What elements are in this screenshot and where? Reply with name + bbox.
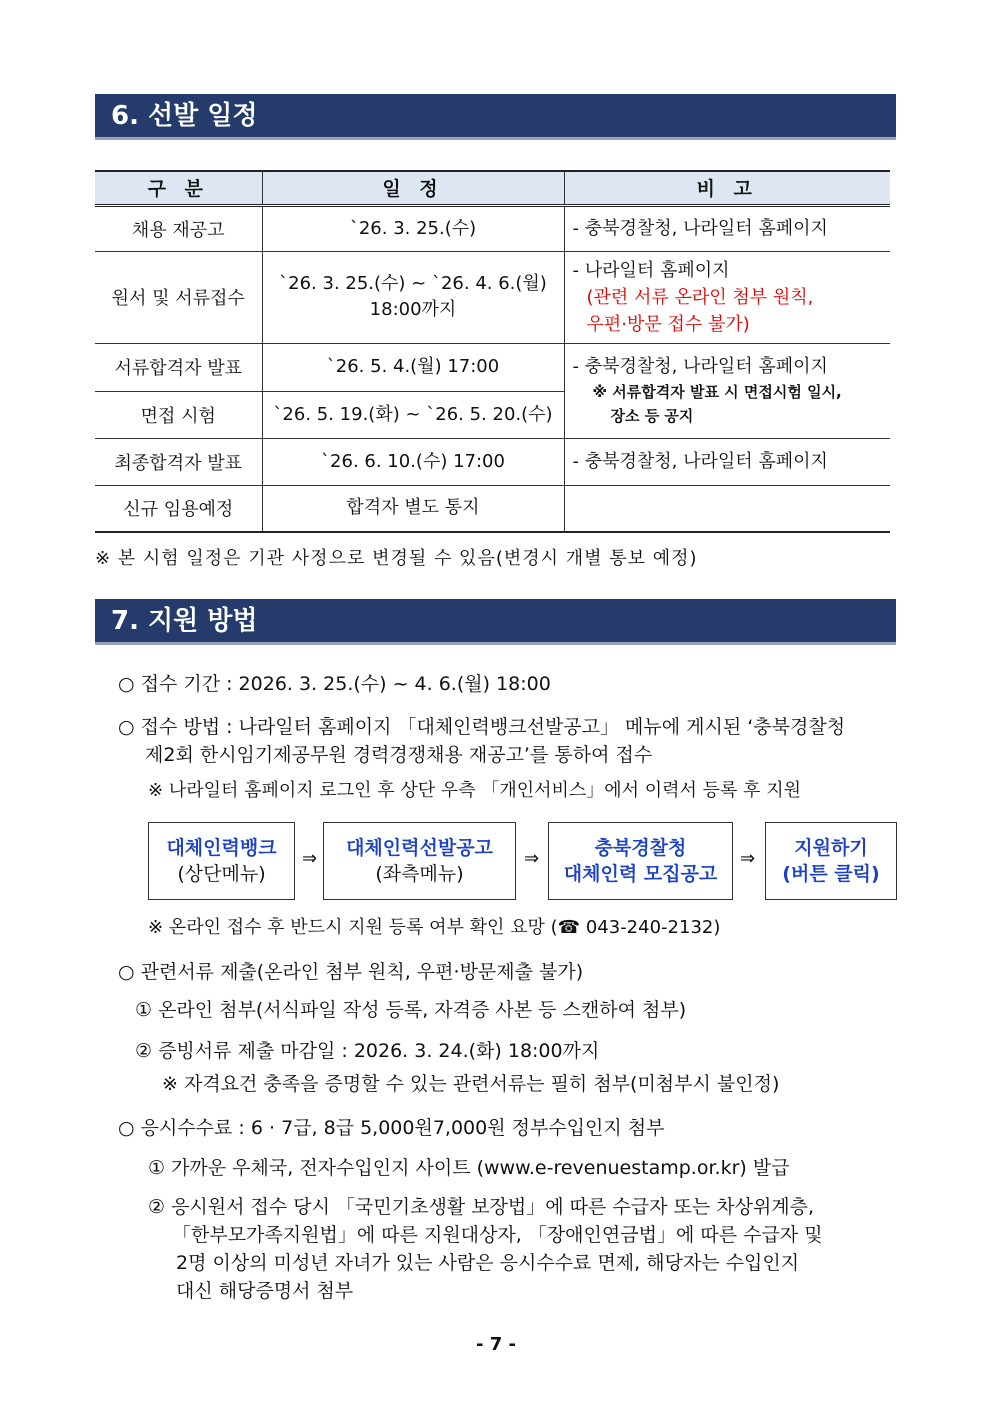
fee-item-1: ① 가까운 우체국, 전자수입인지 사이트 (www.e-revenuestamp.or.kr) 발급 bbox=[148, 1157, 790, 1179]
flow-step-recruitment-notice bbox=[548, 822, 733, 900]
row-label: 최종합격자 발표 bbox=[95, 438, 262, 485]
flow-step-sub: 대체인력 모집공고 bbox=[563, 863, 718, 885]
documents-title: ○ 관련서류 제출(온라인 첨부 원칙, 우편·방문제출 불가) bbox=[118, 961, 584, 983]
flow-step-main: 대체인력선발공고 bbox=[346, 837, 493, 859]
table-row bbox=[95, 251, 890, 343]
documents-item-2: ② 증빙서류 제출 마감일 : 2026. 3. 24.(화) 18:00까지 bbox=[135, 1040, 600, 1062]
fee-item-2-line4: 대신 해당증명서 첨부 bbox=[176, 1280, 354, 1302]
flow-step-main: 대체인력뱅크 bbox=[166, 837, 277, 859]
table-row bbox=[95, 205, 890, 251]
table-header-row bbox=[95, 171, 890, 205]
flow-step-selection-notice bbox=[323, 822, 516, 900]
row-label: 채용 재공고 bbox=[95, 205, 262, 251]
flow-arrow-icon: ⇒ bbox=[524, 848, 540, 869]
row-note bbox=[564, 251, 890, 343]
application-period: ○ 접수 기간 : 2026. 3. 25.(수) ~ 4. 6.(월) 18:00 bbox=[118, 673, 551, 695]
row-note-line: 장소 등 공지 bbox=[610, 407, 694, 425]
fee-item-2-line3: 2명 이상의 미성년 자녀가 있는 사람은 응시수수료 면제, 해당자는 수입인지 bbox=[176, 1252, 800, 1274]
flow-step-main: 지원하기 bbox=[794, 837, 868, 859]
row-note bbox=[564, 343, 890, 438]
row-date: 합격자 별도 통지 bbox=[262, 485, 564, 532]
section-6-header bbox=[95, 94, 896, 140]
section-7-title: 7. 지원 방법 bbox=[111, 606, 258, 636]
fee-item-2-line2: 「한부모가족지원법」에 따른 지원대상자, 「장애인연금법」에 따른 수급자 및 bbox=[172, 1224, 823, 1246]
documents-note: ※ 자격요건 충족을 증명할 수 있는 관련서류는 필히 첨부(미첨부시 불인정) bbox=[162, 1073, 780, 1095]
row-note: - 충북경찰청, 나라일터 홈페이지 bbox=[564, 438, 890, 485]
row-date: `26. 3. 25.(수) bbox=[262, 205, 564, 251]
online-confirmation-note: ※ 온라인 접수 후 반드시 지원 등록 여부 확인 요망 (☎ 043-240-2132) bbox=[148, 917, 721, 938]
section-6-title: 6. 선발 일정 bbox=[111, 101, 258, 131]
column-header: 구 분 bbox=[95, 171, 262, 205]
flow-step-substitute-bank bbox=[148, 822, 295, 900]
table-row bbox=[95, 438, 890, 485]
row-label: 신규 임용예정 bbox=[95, 485, 262, 532]
row-note-line: (관련 서류 온라인 첨부 원칙, bbox=[586, 286, 814, 308]
row-date-line: 18:00까지 bbox=[369, 299, 457, 320]
table-row bbox=[95, 485, 890, 532]
row-date: `26. 5. 4.(월) 17:00 bbox=[262, 343, 564, 391]
schedule-table bbox=[95, 170, 890, 533]
table-row bbox=[95, 343, 890, 391]
page-number: - 7 - bbox=[476, 1334, 516, 1355]
row-note bbox=[564, 485, 890, 532]
row-date: `26. 5. 19.(화) ~ `26. 5. 20.(수) bbox=[262, 391, 564, 438]
row-label: 서류합격자 발표 bbox=[95, 343, 262, 391]
fee-title: ○ 응시수수료 : 6 · 7급, 8급 5,000원7,000원 정부수입인지 첨부 bbox=[118, 1117, 665, 1139]
row-label: 원서 및 서류접수 bbox=[95, 251, 262, 343]
row-note: - 충북경찰청, 나라일터 홈페이지 bbox=[564, 205, 890, 251]
row-note-line: - 충북경찰청, 나라일터 홈페이지 bbox=[572, 356, 828, 377]
flow-step-apply-button bbox=[765, 822, 897, 900]
flow-arrow-icon: ⇒ bbox=[302, 848, 318, 869]
fee-item-2-line1: ② 응시원서 접수 당시 「국민기초생활 보장법」에 따른 수급자 또는 차상위계층, bbox=[148, 1196, 815, 1218]
flow-step-sub: (버튼 클릭) bbox=[782, 863, 880, 885]
row-date-line: `26. 3. 25.(수) ~ `26. 4. 6.(월) bbox=[279, 273, 547, 294]
row-date: `26. 6. 10.(수) 17:00 bbox=[262, 438, 564, 485]
application-method-line1: ○ 접수 방법 : 나라일터 홈페이지 「대체인력뱅크선발공고」 메뉴에 게시된 ‘충북경찰청 bbox=[118, 716, 846, 738]
column-header: 일 정 bbox=[262, 171, 564, 205]
row-note-line: ※ 서류합격자 발표 시 면접시험 일시, bbox=[592, 383, 842, 401]
documents-item-1: ① 온라인 첨부(서식파일 작성 등록, 자격증 사본 등 스캔하여 첨부) bbox=[135, 999, 687, 1021]
row-note-line: - 나라일터 홈페이지 bbox=[572, 259, 730, 281]
schedule-footnote: ※ 본 시험 일정은 기관 사정으로 변경될 수 있음(변경시 개별 통보 예정) bbox=[95, 548, 698, 569]
application-method-line2: 제2회 한시임기제공무원 경력경쟁채용 재공고’를 통하여 접수 bbox=[145, 744, 653, 766]
flow-step-main: 충북경찰청 bbox=[594, 837, 687, 859]
flow-step-sub: (상단메뉴) bbox=[177, 863, 266, 885]
row-note-line: 우편·방문 접수 불가) bbox=[586, 313, 750, 335]
flow-step-sub: (좌측메뉴) bbox=[375, 863, 464, 885]
flow-arrow-icon: ⇒ bbox=[740, 848, 756, 869]
application-method-note: ※ 나라일터 홈페이지 로그인 후 상단 우측 「개인서비스」에서 이력서 등록 후 지원 bbox=[148, 780, 802, 801]
row-label: 면접 시험 bbox=[95, 391, 262, 438]
section-7-header bbox=[95, 599, 896, 645]
column-header: 비 고 bbox=[564, 171, 890, 205]
row-date bbox=[262, 251, 564, 343]
